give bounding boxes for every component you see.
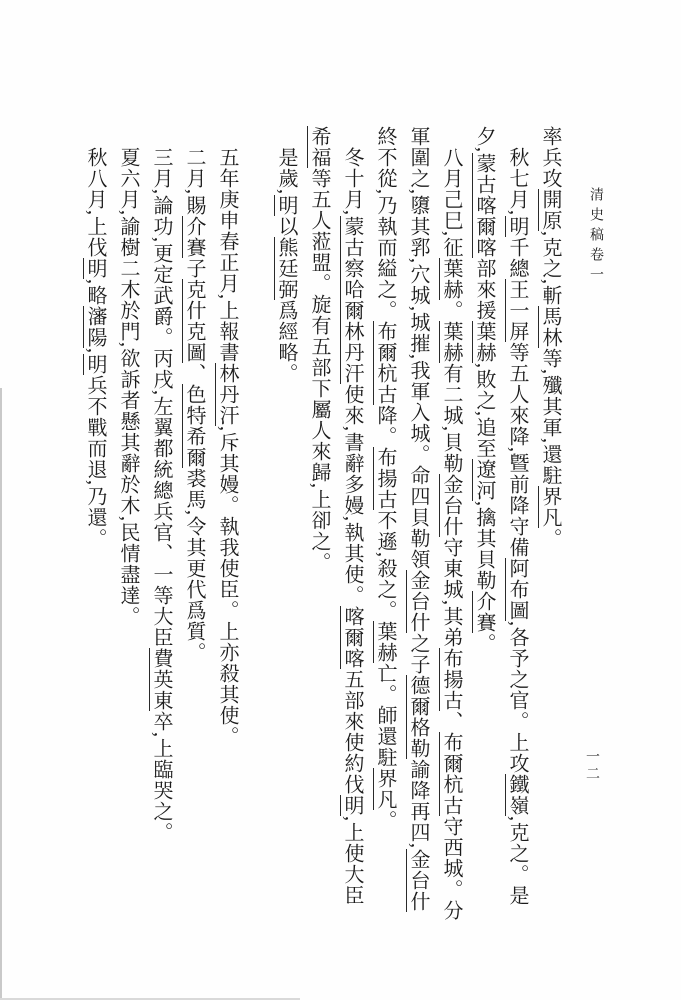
proper-noun: 遼河	[473, 459, 495, 501]
text-run: 、	[440, 711, 462, 732]
paragraph	[210, 126, 243, 926]
proper-noun: 熊廷弼	[275, 237, 297, 300]
proper-noun: 德爾格勒	[407, 675, 429, 759]
text-run: 諭降再四,	[407, 759, 429, 849]
proper-noun: 費英東	[150, 648, 172, 711]
proper-noun: 界凡	[539, 486, 561, 528]
text-run: ,略	[84, 279, 106, 306]
text-run: 部來援	[473, 258, 495, 321]
text-run: ,克之。是夕,	[473, 126, 528, 906]
paragraph	[302, 126, 368, 926]
text-run: 守東城,其弟	[440, 537, 462, 648]
proper-noun: 開原	[539, 189, 561, 231]
proper-noun: 布揚古	[440, 648, 462, 711]
text-run: 之子	[407, 633, 429, 675]
proper-noun: 介賽	[473, 591, 495, 633]
folio-header-title: 清史稿卷一	[588, 187, 603, 287]
proper-noun: 色特希爾	[183, 384, 205, 468]
proper-noun: 明	[84, 354, 106, 375]
main-text-block	[78, 126, 566, 926]
text-run: 使來,書辭多嫚,執其使。	[341, 384, 363, 606]
text-run: 五年庚申春正月,上報書	[216, 147, 238, 363]
proper-noun: 明	[275, 195, 297, 216]
text-run: 。	[539, 528, 561, 549]
text-run: 秋八月,上伐	[84, 147, 106, 258]
proper-noun: 葉赫	[440, 321, 462, 363]
text-run: 。	[374, 810, 396, 831]
proper-noun: 布揚古	[374, 447, 396, 510]
text-run: 二月,賜	[183, 147, 205, 216]
text-run: 八月己巳,征	[440, 147, 462, 258]
text-run: 爲經略。	[275, 300, 297, 384]
text-run: 以	[275, 216, 297, 237]
text-run: 三月,論功,更定武爵。丙戌,左翼都統總兵官、一等大臣	[150, 147, 172, 648]
text-run: 子	[183, 258, 205, 279]
text-run: ,敗之,追至	[473, 363, 495, 459]
text-run: 等五人蒞盟。旋有五部下屬人來歸,上卻之。	[308, 168, 330, 573]
proper-noun: 布爾杭古	[374, 321, 396, 405]
scan-edge-artifact-left	[0, 388, 2, 1000]
text-run: 秋七月,	[506, 147, 528, 216]
paragraph	[177, 126, 210, 926]
text-run: ,擒其貝勒	[473, 501, 495, 591]
proper-noun: 王一屏	[506, 279, 528, 342]
proper-noun: 金台什	[440, 474, 462, 537]
proper-noun: 金台什	[407, 570, 429, 633]
folio-page-number: 一二	[584, 749, 599, 783]
proper-noun: 葉赫	[374, 621, 396, 663]
paragraph	[111, 126, 144, 926]
proper-noun: 明	[506, 216, 528, 237]
text-run: 卒,上臨哭之。	[150, 711, 172, 843]
text-run: ,斥其嫚。執我使臣。上亦殺其使。	[216, 426, 238, 747]
proper-noun: 介賽	[183, 216, 205, 258]
proper-noun: 明	[341, 795, 363, 816]
text-run: 率兵攻	[539, 126, 561, 189]
text-run: 有二城,貝勒	[440, 363, 462, 474]
paragraph	[533, 126, 566, 926]
text-run: ,	[84, 348, 106, 354]
proper-noun: 鐵嶺	[506, 774, 528, 816]
text-run: 夏六月,諭樹二木於門,欲訴者懸其辭於木,民情盡達。	[117, 147, 139, 627]
proper-noun: 阿布圖	[506, 558, 528, 621]
proper-noun: 葉赫	[473, 321, 495, 363]
paragraph	[144, 126, 177, 926]
proper-noun: 金台什	[407, 849, 429, 912]
proper-noun: 喀爾喀	[341, 606, 363, 669]
paragraph	[467, 126, 533, 926]
text-run: 等,殲其軍,還駐	[539, 348, 561, 486]
proper-noun: 瀋陽	[84, 306, 106, 348]
text-run: ,克之,斬	[539, 231, 561, 306]
text-run: 降。	[374, 405, 396, 447]
text-run: 不遜,殺之。	[374, 510, 396, 621]
text-run: 。	[440, 300, 462, 321]
text-run: 守西城。分軍圍之,隳其郛,穴城,城摧,我軍入城。命四貝勒領	[407, 126, 462, 921]
text-run: 冬十月,	[341, 147, 363, 216]
text-run: 等五人來降,曁前降守備	[506, 342, 528, 558]
text-run: 裘馬,令其更代爲質。	[183, 468, 205, 663]
proper-noun: 蒙古	[341, 216, 363, 258]
text-run: 亡。師還駐	[374, 663, 396, 768]
proper-noun: 察哈爾	[341, 258, 363, 321]
paragraph	[78, 126, 111, 926]
text-run: 兵不戰而退,乃還。	[84, 375, 106, 549]
paragraph	[368, 126, 467, 926]
text-run: 千總	[506, 237, 528, 279]
proper-noun: 希福	[308, 126, 330, 168]
proper-noun: 喀爾喀	[473, 195, 495, 258]
text-run: 、	[183, 363, 205, 384]
proper-noun: 界凡	[374, 768, 396, 810]
text-run: 五部來使約伐	[341, 669, 363, 795]
text-run: ,各予之官。上攻	[506, 621, 528, 774]
proper-noun: 布爾杭古	[440, 732, 462, 816]
proper-noun: 蒙古	[473, 153, 495, 195]
text-run: 終不從,乃執而縊之。	[374, 126, 396, 321]
proper-noun: 林丹汗	[216, 363, 238, 426]
text-run: ,上使大臣	[341, 816, 363, 906]
text-run: 是歲,	[275, 147, 297, 195]
text-run: 。	[473, 633, 495, 654]
proper-noun: 馬林	[539, 306, 561, 348]
proper-noun: 克什克圖	[183, 279, 205, 363]
proper-noun: 葉赫	[440, 258, 462, 300]
paragraph	[269, 126, 302, 926]
proper-noun: 林丹汗	[341, 321, 363, 384]
proper-noun: 明	[84, 258, 106, 279]
